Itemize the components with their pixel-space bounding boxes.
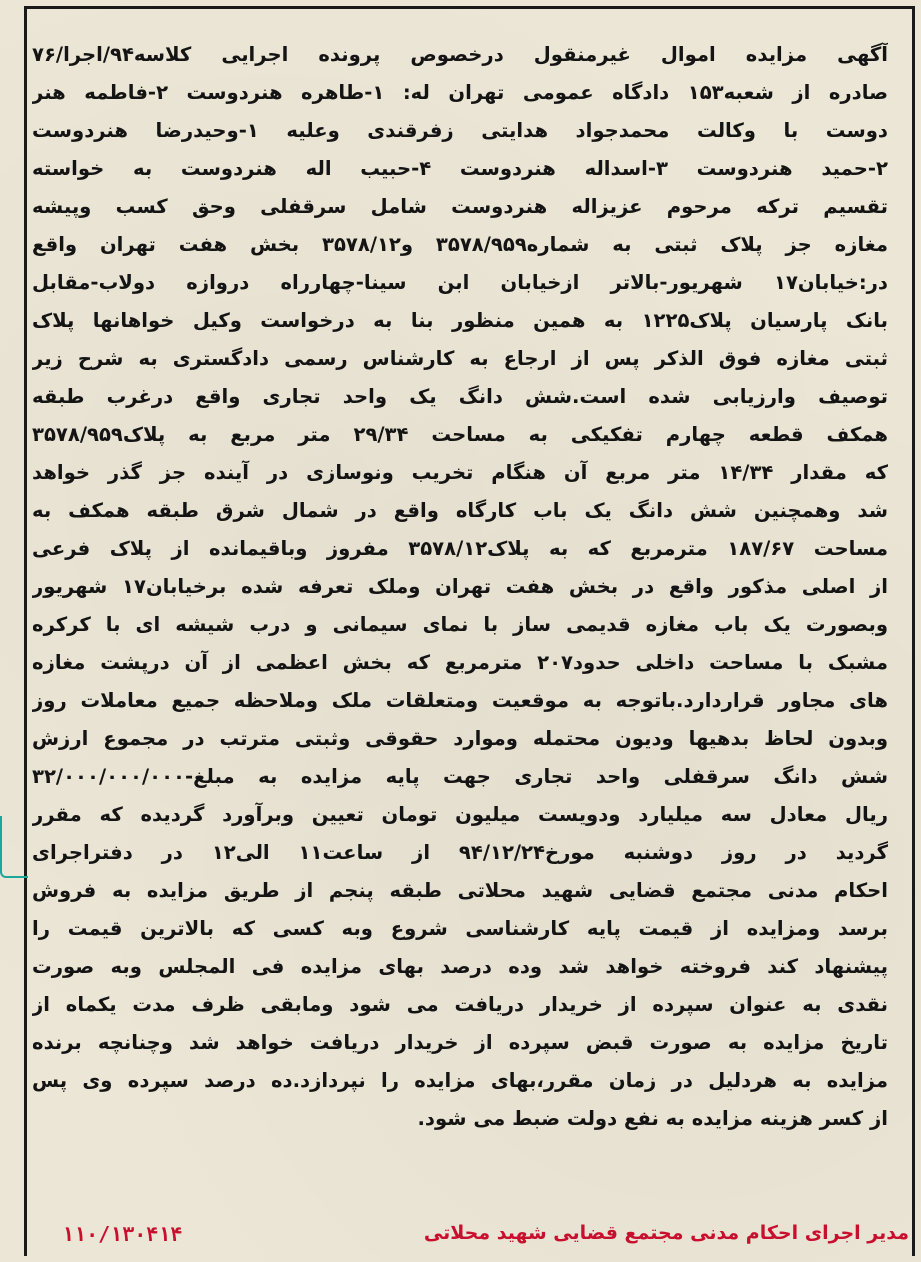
notice-line: آگهی مزایده اموال غیرمنقول درخصوص پرونده اجرایی کلاسه۹۴/اجرا/۷۶ (32, 43, 888, 66)
notice-line: های مجاور قراردارد.باتوجه به موقعیت ومتعلقات ملک وملاحظه جمیع معاملات روز (32, 689, 888, 712)
ad-code: ۱۱۰/۱۳۰۴۱۴ (62, 1222, 183, 1246)
notice-line: دوست با وکالت محمدجواد هدایتی زفرقندی وعلیه ۱-وحیدرضا هنردوست (32, 119, 888, 142)
notice-line: وبدون لحاظ بدهیها ودیون محتمله وموارد حقوقی وثبتی مترتب در مجموع ارزش (32, 727, 888, 750)
auction-notice-body (32, 36, 888, 1216)
notice-line: تاریخ مزایده به صورت قبض سپرده از خریدار دریافت خواهد شد وچنانچه برنده (32, 1031, 888, 1054)
notice-line: مغازه جز پلاک ثبتی به شماره۳۵۷۸/۹۵۹ و۳۵۷۸/۱۲ بخش هفت تهران واقع (32, 233, 888, 256)
notice-line: شش دانگ سرقفلی واحد تجاری جهت پایه مزایده به مبلغ-۳۲/۰۰۰/۰۰۰/۰۰۰ (32, 765, 888, 788)
notice-line: برسد ومزایده از قیمت پایه کارشناسی شروع وبه کسی که بالاترین قیمت را (32, 917, 888, 940)
notice-line: که مقدار ۱۴/۳۴ متر مربع آن هنگام تخریب ونوسازی در آینده جز گذر خواهد (32, 461, 888, 484)
notice-line: ثبتی مغازه فوق الذکر پس از ارجاع به کارشناس رسمی دادگستری به شرح زیر (32, 347, 888, 370)
notice-line: شد وهمچنین شش دانگ یک باب کارگاه واقع در شمال شرق طبقه همکف به (32, 499, 888, 522)
notice-line: گردید در روز دوشنبه مورخ۹۴/۱۲/۲۴ از ساعت۱۱ الی۱۲ در دفتراجرای (32, 841, 888, 864)
notice-line: نقدی به عنوان سپرده از خریدار دریافت می شود ومابقی ظرف مدت یکماه از (32, 993, 888, 1016)
margin-mark (0, 816, 28, 878)
notice-footer (0, 1216, 921, 1256)
notice-line: توصیف وارزیابی شده است.شش دانگ یک واحد تجاری واقع درغرب طبقه (32, 385, 888, 408)
notice-line: بانک پارسیان پلاک۱۲۲۵ به همین منظور بنا به درخواست وکیل خواهانها پلاک (32, 309, 888, 332)
notice-line: از اصلی مذکور واقع در بخش هفت تهران وملک تعرفه شده برخیابان۱۷ شهریور (32, 575, 888, 598)
notice-line: همکف قطعه چهارم تفکیکی به مساحت ۲۹/۳۴ متر مربع به پلاک۳۵۷۸/۹۵۹ (32, 423, 888, 446)
notice-line: ۲-حمید هنردوست ۳-اسداله هنردوست ۴-حبیب اله هنردوست به خواسته (32, 157, 888, 180)
notice-line: از کسر هزینه مزایده به نفع دولت ضبط می شود. (417, 1107, 888, 1130)
notice-line: تقسیم ترکه مرحوم عزیزاله هنردوست شامل سرقفلی وحق کسب وپیشه (32, 195, 888, 218)
notice-line: مزایده به هردلیل در زمان مقرر،بهای مزایده را نپردازد.ده درصد سپرده وی پس (32, 1069, 888, 1092)
notice-line: در:خیابان۱۷ شهریور-بالاتر ازخیابان ابن سینا-چهارراه دروازه دولاب-مقابل (32, 271, 888, 294)
notice-line: احکام مدنی مجتمع قضایی شهید محلاتی طبقه پنجم از طریق مزایده به فروش (32, 879, 888, 902)
notice-line: مساحت ۱۸۷/۶۷ مترمربع که به پلاک۳۵۷۸/۱۲ مفروز وباقیمانده از پلاک فرعی (32, 537, 888, 560)
notice-line: وبصورت یک باب مغازه قدیمی ساز با نمای سیمانی و درب شیشه ای با کرکره (32, 613, 888, 636)
notice-line: مشبک با مساحت داخلی حدود۲۰۷ مترمربع که بخش اعظمی از آن درپشت مغازه (32, 651, 888, 674)
signature-line: مدیر اجرای احکام مدنی مجتمع قضایی شهید محلاتی (423, 1222, 909, 1244)
notice-line: صادره از شعبه۱۵۳ دادگاه عمومی تهران له: ۱-طاهره هنردوست ۲-فاطمه هنر (32, 81, 888, 104)
notice-line: ریال معادل سه میلیارد ودویست میلیون تومان تعیین وبرآورد گردیده که مقرر (32, 803, 888, 826)
notice-line: پیشنهاد کند فروخته خواهد شد وده درصد بهای مزایده فی المجلس وبه صورت (32, 955, 888, 978)
